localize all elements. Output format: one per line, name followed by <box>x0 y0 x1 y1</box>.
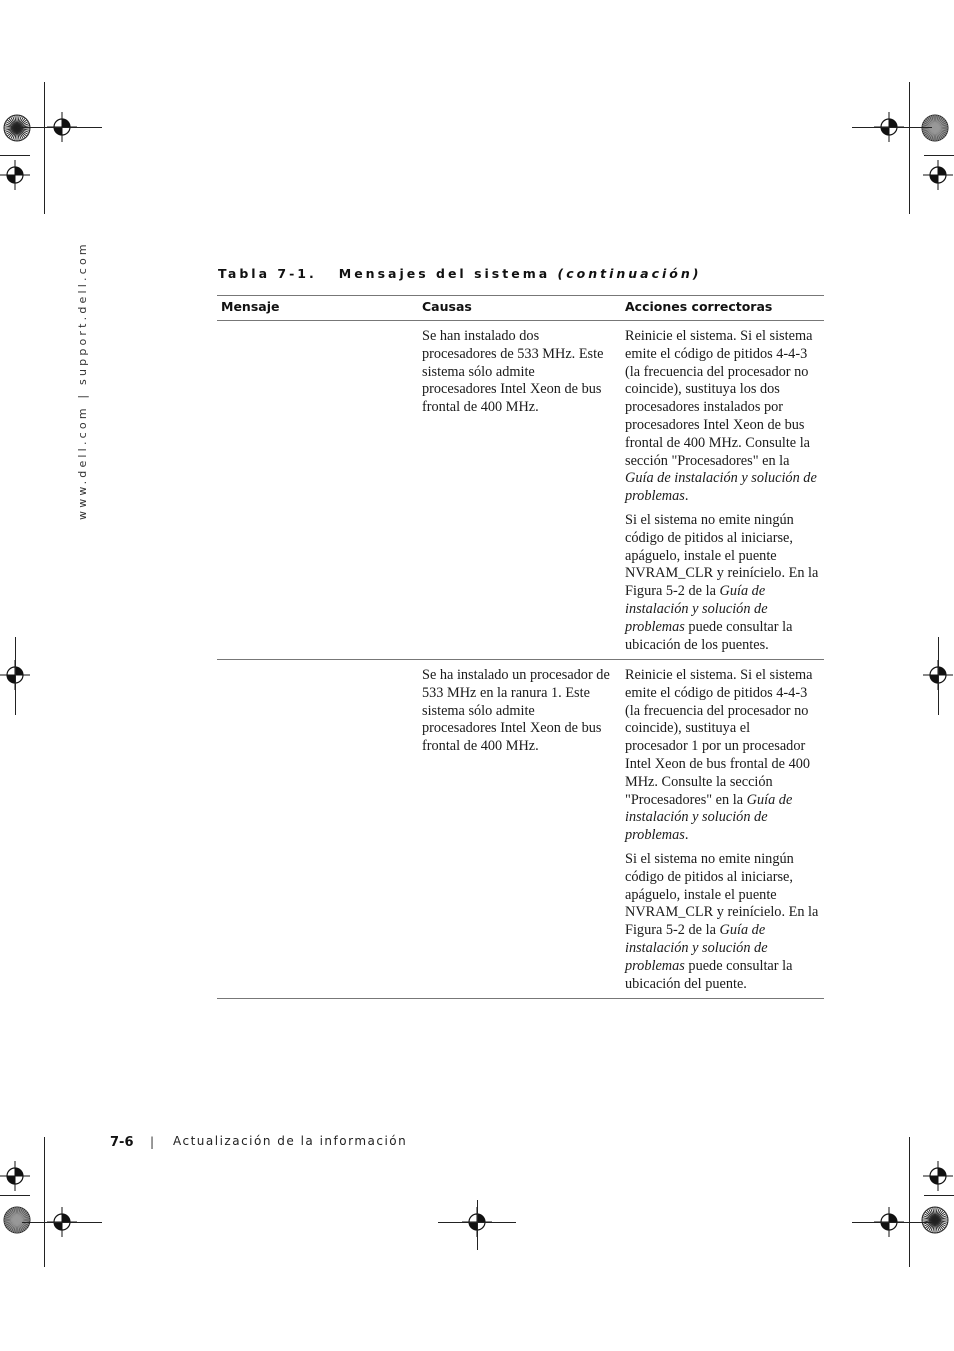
action-line <box>625 869 824 887</box>
text: apáguelo, instale el puente <box>625 547 777 564</box>
action-line <box>625 417 824 435</box>
action-line <box>625 488 824 506</box>
action-cell <box>625 667 824 999</box>
text: procesadores Intel Xeon de bus <box>625 416 805 433</box>
italic-text: Guía de <box>719 922 766 939</box>
action-line <box>625 827 824 845</box>
italic-text: problemas <box>625 957 685 974</box>
text: ubicación del puente. <box>625 975 747 992</box>
text: sección "Procesadores" en la <box>625 452 790 469</box>
crop-line <box>924 1195 954 1196</box>
text: Intel Xeon de bus frontal de 400 <box>625 755 811 772</box>
text: coincide), sustituya el <box>625 720 751 737</box>
italic-text: Guía de <box>746 791 793 808</box>
crop-line <box>852 1222 932 1223</box>
caption-title: Mensajes del sistema <box>338 266 551 281</box>
action-line <box>625 792 824 810</box>
text: "Procesadores" en la <box>625 791 747 808</box>
cause-cell <box>422 667 620 756</box>
starburst-mark <box>920 113 950 143</box>
action-line <box>625 512 824 530</box>
text: puede consultar la <box>684 957 793 974</box>
action-line <box>625 756 824 774</box>
crop-line <box>22 1222 102 1223</box>
crop-line <box>44 1137 45 1267</box>
action-paragraph <box>625 512 824 654</box>
action-line <box>625 940 824 958</box>
action-line <box>625 809 824 827</box>
table-row <box>217 328 824 659</box>
cause-line: procesadores de 533 MHz. Este <box>422 345 604 362</box>
action-line <box>625 976 824 994</box>
action-line <box>625 470 824 488</box>
messages-table <box>217 295 824 999</box>
cause-line: procesadores Intel Xeon de bus <box>422 720 602 737</box>
text: frontal de 400 MHz. Consulte la <box>625 434 811 451</box>
action-line <box>625 548 824 566</box>
text: código de pitidos al iniciarse, <box>625 529 793 546</box>
crop-line <box>0 1195 30 1196</box>
crop-line <box>852 127 932 128</box>
italic-text: problemas <box>625 488 685 505</box>
registration-mark <box>0 1161 30 1191</box>
header-rule <box>217 320 824 321</box>
text: MHz. Consulte la sección <box>625 773 773 790</box>
table-caption <box>218 266 702 281</box>
text: NVRAM_CLR y reinícielo. En la <box>625 565 819 582</box>
table-header <box>217 296 824 320</box>
header-acciones: Acciones correctoras <box>625 299 773 314</box>
italic-text: instalación y solución de <box>625 939 768 956</box>
registration-mark <box>0 160 30 190</box>
text: . <box>684 488 689 505</box>
crop-line <box>924 155 954 156</box>
action-line <box>625 922 824 940</box>
action-line <box>625 453 824 471</box>
text: (la frecuencia del procesador no <box>625 702 809 719</box>
italic-text: problemas <box>625 827 685 844</box>
caption-label: Tabla 7-1. <box>218 266 317 281</box>
page-number: 7-6 <box>110 1135 134 1150</box>
text: NVRAM_CLR y reinícielo. En la <box>625 904 819 921</box>
italic-text: Guía de <box>719 583 766 600</box>
crop-line <box>44 82 45 214</box>
text: procesador 1 por un procesador <box>625 738 806 755</box>
text: coincide), sustituya los dos <box>625 381 780 398</box>
crop-line <box>22 127 102 128</box>
registration-mark <box>923 160 953 190</box>
crop-line <box>15 637 16 715</box>
cause-line: frontal de 400 MHz. <box>422 399 539 416</box>
cause-line: sistema sólo admite <box>422 363 535 380</box>
crop-line <box>938 637 939 715</box>
header-causas: Causas <box>422 299 472 314</box>
crop-line <box>909 1137 910 1267</box>
action-paragraph <box>625 667 824 845</box>
starburst-mark <box>920 1205 950 1235</box>
footer-separator: | <box>150 1135 155 1149</box>
caption-continuation: (continuación) <box>557 266 702 281</box>
italic-text: instalación y solución de <box>625 809 768 826</box>
italic-text: Guía de instalación y solución de <box>625 470 817 487</box>
starburst-mark <box>2 1205 32 1235</box>
action-paragraph <box>625 328 824 506</box>
action-line <box>625 904 824 922</box>
footer-section: Actualización de la información <box>173 1134 408 1148</box>
action-line <box>625 583 824 601</box>
cause-line: 533 MHz en la ranura 1. Este <box>422 684 590 701</box>
text: procesadores instalados por <box>625 399 784 416</box>
action-paragraph <box>625 851 824 993</box>
action-line <box>625 530 824 548</box>
starburst-mark <box>2 113 32 143</box>
action-line <box>625 619 824 637</box>
crop-line <box>909 82 910 214</box>
header-mensaje: Mensaje <box>221 299 280 314</box>
action-line <box>625 720 824 738</box>
page-footer <box>110 1133 408 1151</box>
text: apáguelo, instale el puente <box>625 886 777 903</box>
action-line <box>625 565 824 583</box>
text: Reinicie el sistema. Si el sistema <box>625 328 813 344</box>
text: Si el sistema no emite ningún <box>625 850 794 867</box>
crop-line <box>0 155 30 156</box>
action-line <box>625 703 824 721</box>
text: (la frecuencia del procesador no <box>625 363 809 380</box>
action-line <box>625 851 824 869</box>
text: ubicación de los puentes. <box>625 636 769 653</box>
cause-line: frontal de 400 MHz. <box>422 738 539 755</box>
text: emite el código de pitidos 4-4-3 <box>625 345 808 362</box>
action-line <box>625 887 824 905</box>
side-url: www.dell.com | support.dell.com <box>76 241 89 520</box>
cause-cell <box>422 328 620 417</box>
action-line <box>625 685 824 703</box>
action-cell <box>625 328 824 660</box>
cause-line: sistema sólo admite <box>422 702 535 719</box>
action-line <box>625 346 824 364</box>
text: emite el código de pitidos 4-4-3 <box>625 684 808 701</box>
text: código de pitidos al iniciarse, <box>625 868 793 885</box>
action-line <box>625 399 824 417</box>
text: Figura 5-2 de la <box>625 583 720 600</box>
italic-text: problemas <box>625 618 685 635</box>
action-line <box>625 435 824 453</box>
action-line <box>625 738 824 756</box>
action-line <box>625 958 824 976</box>
cause-line: Se han instalado dos <box>422 328 540 344</box>
text: puede consultar la <box>684 618 793 635</box>
cause-line: procesadores Intel Xeon de bus <box>422 381 602 398</box>
action-line <box>625 667 824 685</box>
action-line <box>625 381 824 399</box>
action-line <box>625 637 824 655</box>
text: Reinicie el sistema. Si el sistema <box>625 667 813 683</box>
text: Figura 5-2 de la <box>625 922 720 939</box>
italic-text: instalación y solución de <box>625 600 768 617</box>
text: Si el sistema no emite ningún <box>625 511 794 528</box>
registration-mark <box>923 1161 953 1191</box>
action-line <box>625 328 824 346</box>
cause-line: Se ha instalado un procesador de <box>422 667 610 683</box>
action-line <box>625 364 824 382</box>
action-line <box>625 774 824 792</box>
table-row <box>217 667 824 998</box>
action-line <box>625 601 824 619</box>
crop-line <box>477 1200 478 1250</box>
text: . <box>684 827 689 844</box>
